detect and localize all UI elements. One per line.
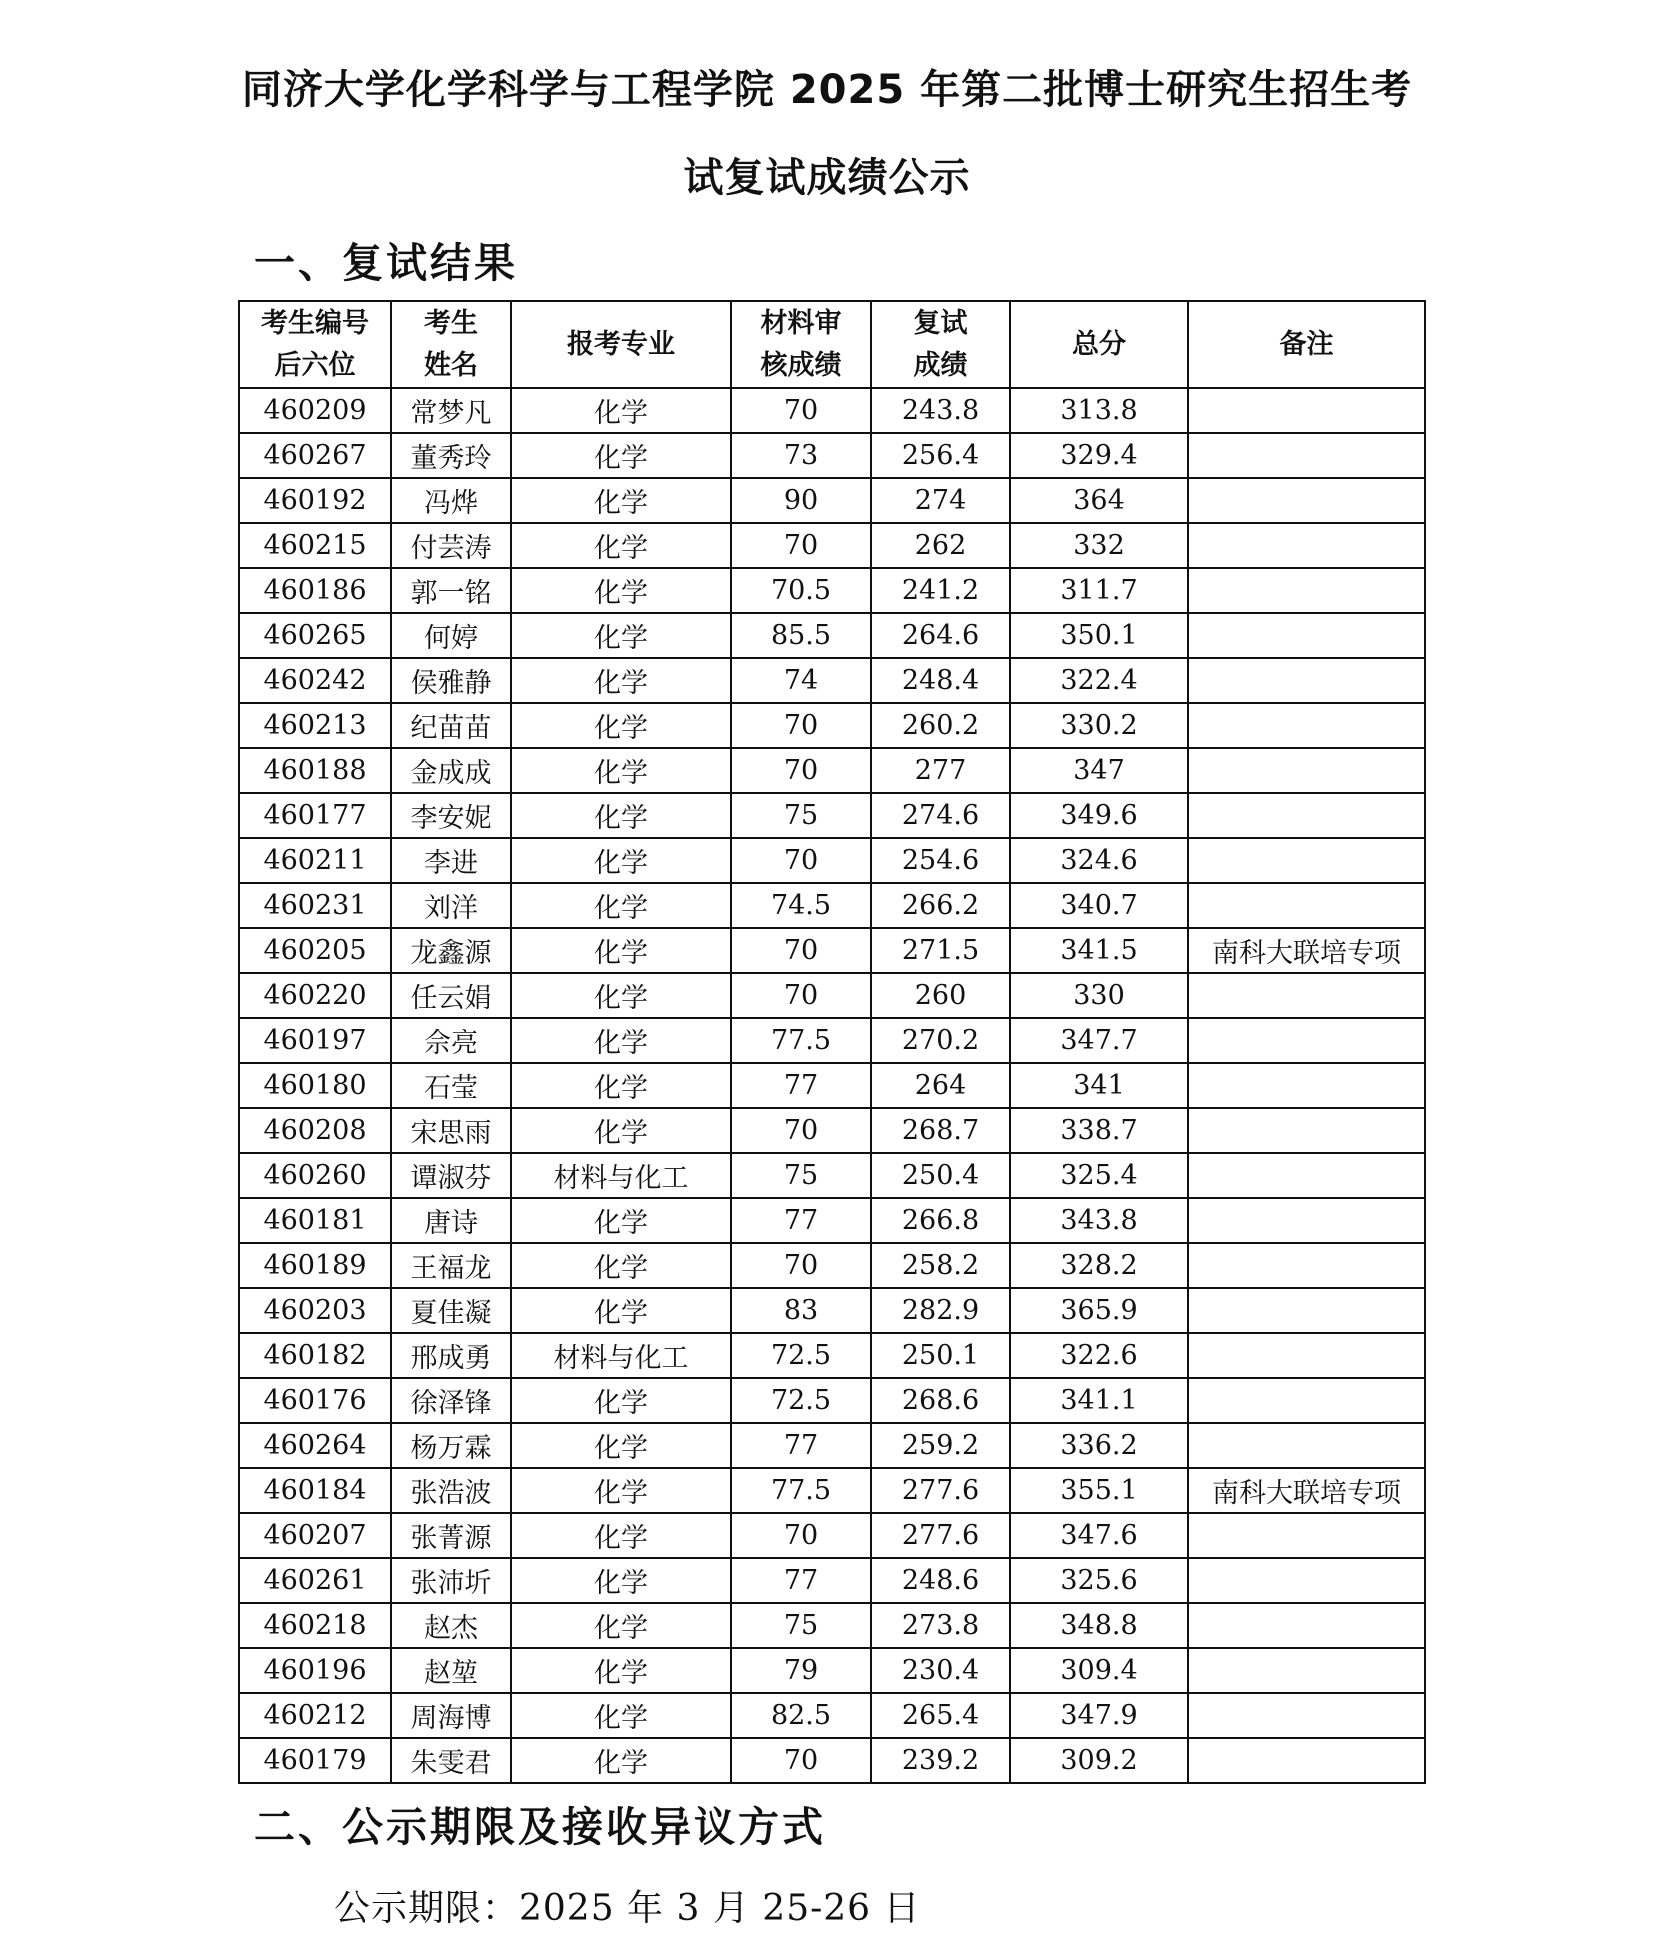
cell-material-score: 70	[731, 748, 871, 793]
cell-material-score: 74	[731, 658, 871, 703]
cell-remark	[1188, 1243, 1425, 1288]
cell-major: 化学	[511, 478, 731, 523]
table-row	[239, 1558, 1425, 1603]
cell-total-score: 341.1	[1010, 1378, 1188, 1423]
cell-major: 化学	[511, 1018, 731, 1063]
cell-major: 化学	[511, 433, 731, 478]
cell-material-score: 70	[731, 1108, 871, 1153]
cell-interview-score: 277.6	[871, 1513, 1010, 1558]
cell-remark	[1188, 1513, 1425, 1558]
cell-total-score: 347.9	[1010, 1693, 1188, 1738]
cell-interview-score: 277	[871, 748, 1010, 793]
cell-interview-score: 273.8	[871, 1603, 1010, 1648]
cell-remark	[1188, 1063, 1425, 1108]
cell-candidate-name: 谭淑芬	[391, 1153, 511, 1198]
cell-interview-score: 274.6	[871, 793, 1010, 838]
results-table-body	[239, 388, 1425, 1783]
header-interview-score-line-1: 复试	[913, 307, 968, 339]
cell-candidate-id: 460181	[239, 1198, 391, 1243]
cell-candidate-id: 460218	[239, 1603, 391, 1648]
cell-total-score: 343.8	[1010, 1198, 1188, 1243]
cell-remark	[1188, 658, 1425, 703]
table-row	[239, 838, 1425, 883]
cell-candidate-id: 460209	[239, 388, 391, 433]
cell-total-score: 348.8	[1010, 1603, 1188, 1648]
cell-candidate-name: 石莹	[391, 1063, 511, 1108]
cell-interview-score: 277.6	[871, 1468, 1010, 1513]
cell-major: 化学	[511, 613, 731, 658]
cell-remark	[1188, 568, 1425, 613]
cell-total-score: 340.7	[1010, 883, 1188, 928]
cell-candidate-id: 460192	[239, 478, 391, 523]
cell-candidate-name: 唐诗	[391, 1198, 511, 1243]
cell-candidate-name: 郭一铭	[391, 568, 511, 613]
cell-candidate-id: 460184	[239, 1468, 391, 1513]
cell-remark	[1188, 1288, 1425, 1333]
table-row	[239, 658, 1425, 703]
cell-candidate-id: 460207	[239, 1513, 391, 1558]
cell-major: 化学	[511, 523, 731, 568]
cell-candidate-id: 460182	[239, 1333, 391, 1378]
header-remark: 备注	[1188, 301, 1425, 388]
cell-candidate-id: 460203	[239, 1288, 391, 1333]
cell-candidate-id: 460261	[239, 1558, 391, 1603]
cell-candidate-name: 侯雅静	[391, 658, 511, 703]
table-row	[239, 1513, 1425, 1558]
cell-material-score: 83	[731, 1288, 871, 1333]
cell-remark	[1188, 973, 1425, 1018]
cell-material-score: 72.5	[731, 1378, 871, 1423]
cell-candidate-name: 杨万霖	[391, 1423, 511, 1468]
cell-material-score: 74.5	[731, 883, 871, 928]
table-row	[239, 1468, 1425, 1513]
cell-interview-score: 259.2	[871, 1423, 1010, 1468]
table-row	[239, 1063, 1425, 1108]
cell-interview-score: 250.1	[871, 1333, 1010, 1378]
section-heading-objection: 二、公示期限及接收异议方式	[254, 1803, 826, 1851]
header-major: 报考专业	[511, 301, 731, 388]
cell-candidate-name: 王福龙	[391, 1243, 511, 1288]
cell-material-score: 90	[731, 478, 871, 523]
cell-candidate-name: 赵堃	[391, 1648, 511, 1693]
cell-total-score: 311.7	[1010, 568, 1188, 613]
cell-candidate-id: 460265	[239, 613, 391, 658]
cell-total-score: 325.4	[1010, 1153, 1188, 1198]
cell-interview-score: 248.6	[871, 1558, 1010, 1603]
results-table	[238, 300, 1426, 1784]
cell-total-score: 330	[1010, 973, 1188, 1018]
cell-major: 化学	[511, 568, 731, 613]
cell-material-score: 70	[731, 973, 871, 1018]
cell-interview-score: 264	[871, 1063, 1010, 1108]
cell-interview-score: 248.4	[871, 658, 1010, 703]
cell-candidate-name: 付芸涛	[391, 523, 511, 568]
cell-material-score: 70	[731, 1513, 871, 1558]
table-row	[239, 793, 1425, 838]
cell-total-score: 313.8	[1010, 388, 1188, 433]
cell-major: 化学	[511, 883, 731, 928]
cell-candidate-name: 徐泽锋	[391, 1378, 511, 1423]
cell-material-score: 75	[731, 793, 871, 838]
cell-major: 化学	[511, 928, 731, 973]
cell-candidate-id: 460189	[239, 1243, 391, 1288]
cell-candidate-id: 460231	[239, 883, 391, 928]
table-row	[239, 1738, 1425, 1783]
cell-candidate-id: 460196	[239, 1648, 391, 1693]
cell-major: 化学	[511, 703, 731, 748]
cell-major: 化学	[511, 1648, 731, 1693]
header-candidate-name	[391, 301, 511, 388]
cell-remark	[1188, 1198, 1425, 1243]
cell-remark	[1188, 883, 1425, 928]
cell-candidate-name: 金成成	[391, 748, 511, 793]
cell-remark	[1188, 613, 1425, 658]
cell-interview-score: 270.2	[871, 1018, 1010, 1063]
cell-major: 材料与化工	[511, 1333, 731, 1378]
cell-remark	[1188, 748, 1425, 793]
notice-period: 公示期限：2025 年 3 月 25-26 日	[334, 1888, 921, 1929]
cell-remark	[1188, 793, 1425, 838]
header-candidate-id	[239, 301, 391, 388]
cell-material-score: 82.5	[731, 1693, 871, 1738]
table-row	[239, 478, 1425, 523]
cell-material-score: 72.5	[731, 1333, 871, 1378]
section-heading-results: 一、复试结果	[254, 239, 518, 287]
cell-material-score: 70	[731, 388, 871, 433]
cell-total-score: 365.9	[1010, 1288, 1188, 1333]
cell-candidate-name: 常梦凡	[391, 388, 511, 433]
cell-material-score: 70	[731, 838, 871, 883]
cell-candidate-name: 张浩波	[391, 1468, 511, 1513]
cell-remark	[1188, 1333, 1425, 1378]
cell-interview-score: 274	[871, 478, 1010, 523]
cell-interview-score: 250.4	[871, 1153, 1010, 1198]
cell-total-score: 322.6	[1010, 1333, 1188, 1378]
cell-total-score: 347	[1010, 748, 1188, 793]
cell-candidate-id: 460215	[239, 523, 391, 568]
cell-total-score: 309.4	[1010, 1648, 1188, 1693]
cell-interview-score: 266.8	[871, 1198, 1010, 1243]
cell-candidate-id: 460213	[239, 703, 391, 748]
table-header-row	[239, 301, 1425, 388]
cell-total-score: 341	[1010, 1063, 1188, 1108]
cell-remark	[1188, 478, 1425, 523]
cell-interview-score: 268.6	[871, 1378, 1010, 1423]
cell-remark	[1188, 1738, 1425, 1783]
cell-interview-score: 268.7	[871, 1108, 1010, 1153]
cell-material-score: 77	[731, 1198, 871, 1243]
cell-candidate-id: 460242	[239, 658, 391, 703]
cell-remark	[1188, 1018, 1425, 1063]
table-row	[239, 1018, 1425, 1063]
cell-total-score: 347.7	[1010, 1018, 1188, 1063]
table-row	[239, 883, 1425, 928]
cell-material-score: 77	[731, 1423, 871, 1468]
table-row	[239, 1603, 1425, 1648]
cell-candidate-id: 460264	[239, 1423, 391, 1468]
cell-candidate-id: 460180	[239, 1063, 391, 1108]
cell-interview-score: 265.4	[871, 1693, 1010, 1738]
cell-material-score: 77	[731, 1558, 871, 1603]
cell-total-score: 325.6	[1010, 1558, 1188, 1603]
cell-remark: 南科大联培专项	[1188, 1468, 1425, 1513]
cell-interview-score: 241.2	[871, 568, 1010, 613]
table-row	[239, 433, 1425, 478]
header-interview-score	[871, 301, 1010, 388]
table-row	[239, 748, 1425, 793]
cell-major: 化学	[511, 1288, 731, 1333]
cell-major: 化学	[511, 1198, 731, 1243]
cell-material-score: 70	[731, 523, 871, 568]
cell-total-score: 332	[1010, 523, 1188, 568]
cell-material-score: 75	[731, 1603, 871, 1648]
cell-interview-score: 264.6	[871, 613, 1010, 658]
cell-candidate-name: 宋思雨	[391, 1108, 511, 1153]
cell-total-score: 347.6	[1010, 1513, 1188, 1558]
table-row	[239, 1153, 1425, 1198]
table-row	[239, 1423, 1425, 1468]
cell-candidate-name: 张菁源	[391, 1513, 511, 1558]
header-candidate-name-line-2: 姓名	[424, 349, 478, 381]
cell-candidate-name: 刘洋	[391, 883, 511, 928]
cell-interview-score: 271.5	[871, 928, 1010, 973]
cell-candidate-name: 佘亮	[391, 1018, 511, 1063]
cell-remark	[1188, 1153, 1425, 1198]
cell-material-score: 73	[731, 433, 871, 478]
cell-major: 化学	[511, 1243, 731, 1288]
cell-major: 化学	[511, 658, 731, 703]
header-interview-score-line-2: 成绩	[913, 349, 968, 381]
cell-candidate-id: 460197	[239, 1018, 391, 1063]
table-row	[239, 613, 1425, 658]
cell-candidate-id: 460186	[239, 568, 391, 613]
header-total-score: 总分	[1010, 301, 1188, 388]
cell-interview-score: 243.8	[871, 388, 1010, 433]
table-row	[239, 928, 1425, 973]
cell-major: 化学	[511, 388, 731, 433]
cell-total-score: 324.6	[1010, 838, 1188, 883]
cell-candidate-id: 460267	[239, 433, 391, 478]
cell-candidate-name: 夏佳凝	[391, 1288, 511, 1333]
cell-remark	[1188, 1648, 1425, 1693]
header-material-score	[731, 301, 871, 388]
cell-material-score: 70	[731, 1738, 871, 1783]
cell-candidate-id: 460260	[239, 1153, 391, 1198]
cell-candidate-name: 李进	[391, 838, 511, 883]
cell-candidate-id: 460220	[239, 973, 391, 1018]
cell-remark	[1188, 523, 1425, 568]
header-candidate-name-line-1: 考生	[424, 307, 478, 339]
cell-total-score: 349.6	[1010, 793, 1188, 838]
table-row	[239, 568, 1425, 613]
cell-candidate-name: 周海博	[391, 1693, 511, 1738]
cell-remark	[1188, 703, 1425, 748]
header-material-score-line-1: 材料审	[760, 307, 842, 339]
table-row	[239, 523, 1425, 568]
table-row	[239, 1288, 1425, 1333]
cell-remark	[1188, 1558, 1425, 1603]
cell-remark: 南科大联培专项	[1188, 928, 1425, 973]
cell-material-score: 70.5	[731, 568, 871, 613]
table-row	[239, 1198, 1425, 1243]
cell-total-score: 330.2	[1010, 703, 1188, 748]
cell-interview-score: 282.9	[871, 1288, 1010, 1333]
cell-major: 化学	[511, 1378, 731, 1423]
cell-remark	[1188, 1423, 1425, 1468]
table-row	[239, 1693, 1425, 1738]
cell-candidate-name: 何婷	[391, 613, 511, 658]
cell-total-score: 322.4	[1010, 658, 1188, 703]
document-title-line-2: 试复试成绩公示	[683, 155, 971, 201]
cell-material-score: 75	[731, 1153, 871, 1198]
cell-interview-score: 260.2	[871, 703, 1010, 748]
cell-candidate-name: 龙鑫源	[391, 928, 511, 973]
cell-interview-score: 230.4	[871, 1648, 1010, 1693]
cell-interview-score: 266.2	[871, 883, 1010, 928]
cell-candidate-name: 李安妮	[391, 793, 511, 838]
cell-total-score: 329.4	[1010, 433, 1188, 478]
cell-major: 化学	[511, 1513, 731, 1558]
table-row	[239, 388, 1425, 433]
cell-remark	[1188, 1693, 1425, 1738]
cell-material-score: 77.5	[731, 1468, 871, 1513]
cell-interview-score: 262	[871, 523, 1010, 568]
cell-major: 化学	[511, 1468, 731, 1513]
cell-candidate-name: 张沛圻	[391, 1558, 511, 1603]
header-candidate-id-line-2: 后六位	[274, 349, 356, 381]
cell-major: 化学	[511, 1108, 731, 1153]
header-candidate-id-line-1: 考生编号	[261, 307, 369, 339]
cell-major: 化学	[511, 1063, 731, 1108]
cell-total-score: 355.1	[1010, 1468, 1188, 1513]
cell-candidate-name: 任云娟	[391, 973, 511, 1018]
cell-major: 化学	[511, 838, 731, 883]
cell-total-score: 328.2	[1010, 1243, 1188, 1288]
cell-interview-score: 239.2	[871, 1738, 1010, 1783]
cell-remark	[1188, 1603, 1425, 1648]
cell-candidate-name: 朱雯君	[391, 1738, 511, 1783]
cell-candidate-id: 460176	[239, 1378, 391, 1423]
cell-remark	[1188, 388, 1425, 433]
cell-material-score: 70	[731, 703, 871, 748]
cell-major: 化学	[511, 973, 731, 1018]
cell-total-score: 341.5	[1010, 928, 1188, 973]
cell-major: 化学	[511, 1738, 731, 1783]
cell-major: 化学	[511, 1558, 731, 1603]
table-row	[239, 1243, 1425, 1288]
cell-candidate-name: 邢成勇	[391, 1333, 511, 1378]
cell-candidate-id: 460212	[239, 1693, 391, 1738]
cell-candidate-id: 460211	[239, 838, 391, 883]
table-row	[239, 1108, 1425, 1153]
cell-material-score: 77.5	[731, 1018, 871, 1063]
cell-major: 化学	[511, 748, 731, 793]
cell-total-score: 336.2	[1010, 1423, 1188, 1468]
table-row	[239, 1378, 1425, 1423]
cell-remark	[1188, 838, 1425, 883]
cell-total-score: 338.7	[1010, 1108, 1188, 1153]
cell-interview-score: 256.4	[871, 433, 1010, 478]
cell-candidate-id: 460208	[239, 1108, 391, 1153]
cell-interview-score: 260	[871, 973, 1010, 1018]
cell-material-score: 77	[731, 1063, 871, 1108]
cell-candidate-name: 纪苗苗	[391, 703, 511, 748]
table-row	[239, 703, 1425, 748]
cell-major: 化学	[511, 1603, 731, 1648]
cell-major: 化学	[511, 793, 731, 838]
cell-major: 材料与化工	[511, 1153, 731, 1198]
cell-major: 化学	[511, 1423, 731, 1468]
cell-material-score: 70	[731, 1243, 871, 1288]
cell-interview-score: 254.6	[871, 838, 1010, 883]
cell-total-score: 364	[1010, 478, 1188, 523]
table-row	[239, 1648, 1425, 1693]
cell-candidate-id: 460179	[239, 1738, 391, 1783]
table-row	[239, 1333, 1425, 1378]
cell-candidate-id: 460177	[239, 793, 391, 838]
header-material-score-line-2: 核成绩	[760, 349, 842, 381]
cell-candidate-name: 冯烨	[391, 478, 511, 523]
document-title-line-1: 同济大学化学科学与工程学院 2025 年第二批博士研究生招生考	[241, 67, 1413, 113]
cell-candidate-name: 赵杰	[391, 1603, 511, 1648]
cell-material-score: 70	[731, 928, 871, 973]
cell-remark	[1188, 433, 1425, 478]
cell-remark	[1188, 1108, 1425, 1153]
cell-remark	[1188, 1378, 1425, 1423]
cell-candidate-id: 460188	[239, 748, 391, 793]
cell-material-score: 85.5	[731, 613, 871, 658]
cell-interview-score: 258.2	[871, 1243, 1010, 1288]
table-row	[239, 973, 1425, 1018]
cell-total-score: 309.2	[1010, 1738, 1188, 1783]
cell-candidate-name: 董秀玲	[391, 433, 511, 478]
cell-candidate-id: 460205	[239, 928, 391, 973]
cell-major: 化学	[511, 1693, 731, 1738]
cell-total-score: 350.1	[1010, 613, 1188, 658]
cell-material-score: 79	[731, 1648, 871, 1693]
